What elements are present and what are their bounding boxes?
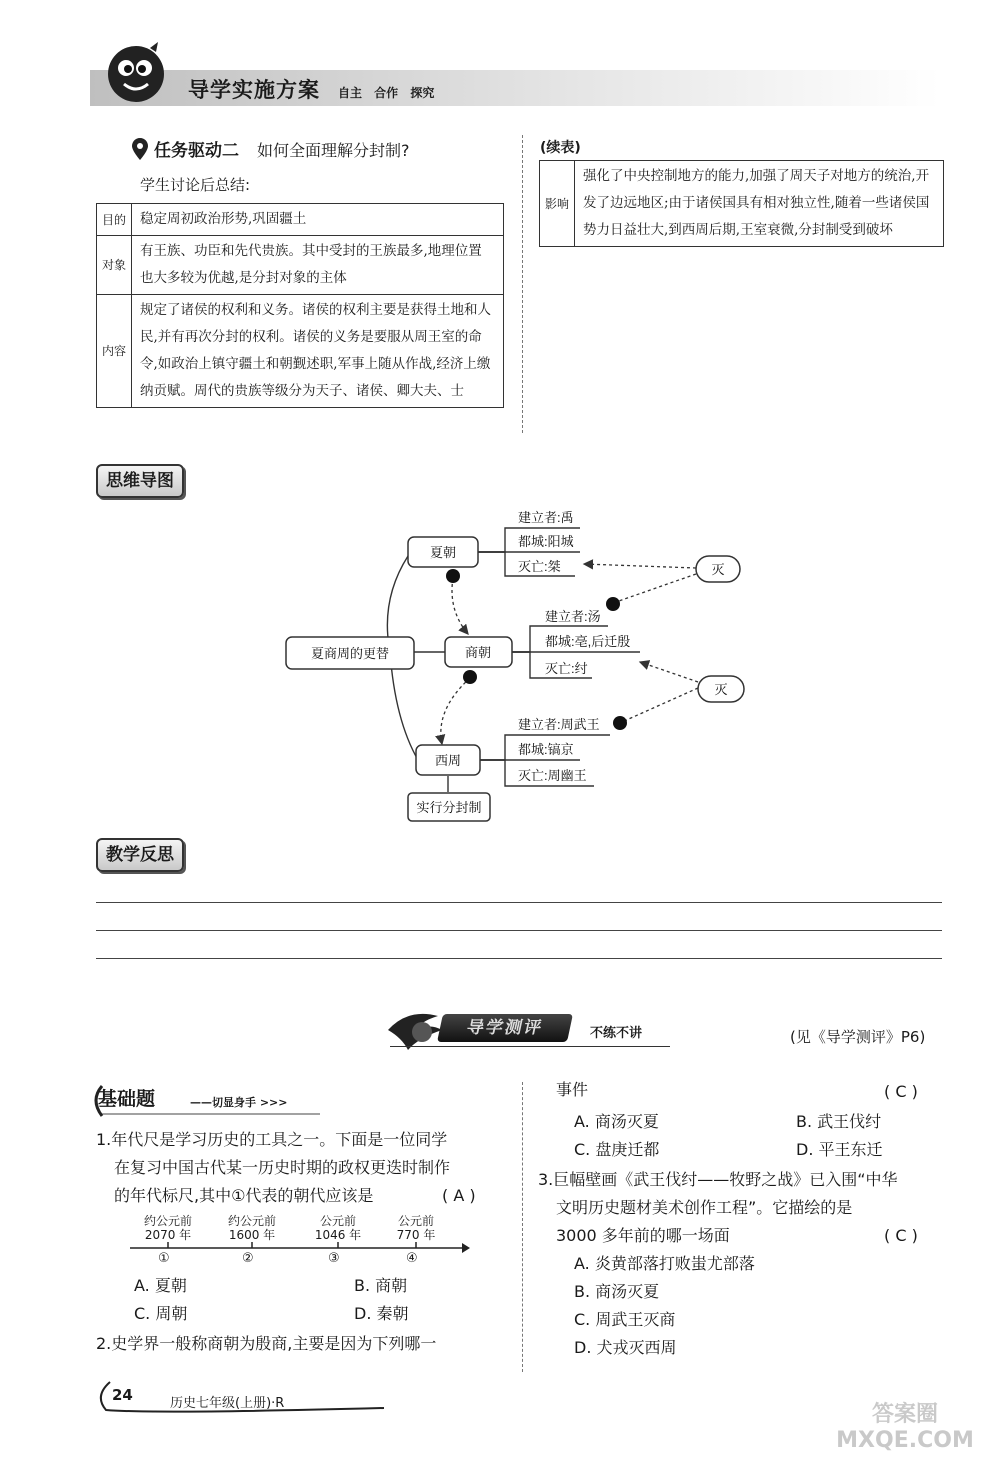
banner-title: 导学测评	[437, 1014, 573, 1042]
tick-top: 约公元前	[227, 1214, 276, 1228]
row-key: 内容	[97, 295, 132, 408]
row-key: 对象	[97, 236, 132, 295]
shang-fall: 灭亡:纣	[545, 661, 588, 676]
node-fenfeng: 实行分封制	[416, 800, 482, 815]
node-shang: 商朝	[464, 645, 492, 660]
q3-answer: ( C )	[884, 1226, 918, 1245]
q2-option: D. 平王东迁	[796, 1140, 883, 1159]
tick-number: ②	[242, 1251, 254, 1266]
node-xia: 夏朝	[429, 545, 457, 560]
q3-option: D. 犬戎灭西周	[574, 1338, 677, 1357]
question-line: 3.巨幅壁画《武王伐纣——牧野之战》已入围“中华	[538, 1170, 898, 1189]
writing-line	[96, 930, 942, 931]
q3-option: C. 周武王灭商	[574, 1310, 676, 1329]
tick-year: 2070 年	[144, 1228, 192, 1242]
tick-top: 公元前	[397, 1214, 434, 1228]
banner-subtitle: 不练不讲	[590, 1026, 643, 1041]
zhou-capital: 都城:镐京	[518, 742, 574, 757]
page-number: 24	[112, 1386, 133, 1404]
zhou-fall: 灭亡:周幽王	[518, 768, 587, 783]
column-divider	[522, 1082, 523, 1372]
question-line: 3000 多年前的哪一场面	[556, 1226, 730, 1245]
basic-title: 基础题	[98, 1088, 156, 1110]
node-zhou: 西周	[434, 753, 462, 768]
writing-line	[96, 902, 942, 903]
watermark: 答案圈 MXQE.COM	[836, 1402, 974, 1453]
mindmap-root: 夏商周的更替	[310, 646, 390, 661]
zhou-founder: 建立者:周武王	[518, 717, 600, 732]
question-2-line: 事件	[556, 1080, 589, 1099]
continued-label: (续表)	[540, 140, 581, 156]
tick-top: 公元前	[319, 1214, 356, 1228]
row-value: 规定了诸侯的权利和义务。诸侯的权利主要是获得土地和人民,并有再次分封的权利。诸侯的义务是要服从周王室的命令,如政治上镇守疆土和朝觐述职,军事上随从作战,经济上缴纳贡赋。周代的贵族等级分为天子、诸侯、卿大夫、士	[132, 295, 504, 408]
q1-option: A. 夏朝	[134, 1276, 187, 1295]
tick-year: 1046 年	[314, 1228, 362, 1242]
q1-option: B. 商朝	[354, 1276, 408, 1295]
timeline-tick	[130, 1214, 206, 1242]
tick-number: ①	[158, 1251, 170, 1266]
q2-answer: ( C )	[884, 1082, 918, 1101]
shang-founder: 建立者:汤	[545, 609, 601, 624]
tick-number: ④	[406, 1251, 418, 1266]
tick-year: 770 年	[396, 1228, 436, 1242]
q2-option: C. 盘庚迁都	[574, 1140, 660, 1159]
question-line: 的年代标尺,其中①代表的朝代应该是	[114, 1186, 374, 1205]
banner-reference: (见《导学测评》P6)	[790, 1028, 926, 1046]
summary-label: 学生讨论后总结:	[140, 176, 251, 194]
mindmap-tag: 思维导图	[96, 464, 184, 498]
question-line: 在复习中国古代某一历史时期的政权更迭时制作	[114, 1158, 451, 1177]
row-value: 有王族、功臣和先代贵族。其中受封的王族最多,地理位置也大多较为优越,是分封对象的主体	[132, 236, 504, 295]
timeline-tick	[378, 1214, 454, 1242]
q1-option: C. 周朝	[134, 1304, 188, 1323]
xia-capital: 都城:阳城	[518, 534, 574, 549]
banner-underline	[390, 1046, 670, 1047]
row-key: 目的	[97, 204, 132, 236]
tick-year: 1600 年	[228, 1228, 276, 1242]
shang-capital: 都城:亳,后迁殷	[545, 634, 631, 649]
reflection-tag: 教学反思	[96, 838, 184, 872]
q2-option: B. 武王伐纣	[796, 1112, 882, 1131]
task-question: 如何全面理解分封制?	[257, 141, 410, 160]
header-title: 导学实施方案	[188, 78, 320, 102]
q2-option: A. 商汤灭夏	[574, 1112, 659, 1131]
question-2-line: 2.史学界一般称商朝为殷商,主要是因为下列哪一	[96, 1334, 437, 1353]
row-value: 稳定周初政治形势,巩固疆土	[132, 204, 504, 236]
q3-option: B. 商汤灭夏	[574, 1282, 660, 1301]
q3-option: A. 炎黄部落打败蚩尤部落	[574, 1254, 755, 1273]
timeline-tick	[300, 1214, 376, 1242]
node-mie-1: 灭	[711, 562, 725, 577]
row-value: 强化了中央控制地方的能力,加强了周天子对地方的统治,开发了边远地区;由于诸侯国具有相对独立性,随着一些诸侯国势力日益壮大,到西周后期,王室衰微,分封制受到破坏	[575, 161, 944, 247]
header-subtitle: 自主 合作 探究	[338, 86, 435, 100]
timeline-tick	[214, 1214, 290, 1242]
question-line: 1.年代尺是学习历史的工具之一。下面是一位同学	[96, 1130, 448, 1149]
task-label: 任务驱动二	[154, 141, 239, 161]
timeline-axis	[130, 1242, 470, 1254]
writing-line	[96, 958, 942, 959]
basic-subtitle: ——切显身手 >>>	[190, 1096, 288, 1109]
book-title: 历史七年级(上册)·R	[170, 1396, 285, 1411]
tick-number: ③	[328, 1251, 340, 1266]
xia-fall: 灭亡:桀	[518, 559, 561, 574]
question-line: 文明历史题材美术创作工程”。它描绘的是	[556, 1198, 853, 1217]
q1-option: D. 秦朝	[354, 1304, 409, 1323]
node-mie-2: 灭	[714, 682, 728, 697]
tick-top: 约公元前	[143, 1214, 192, 1228]
xia-founder: 建立者:禹	[518, 510, 574, 525]
q1-answer: ( A )	[442, 1186, 476, 1205]
row-key: 影响	[540, 161, 575, 247]
